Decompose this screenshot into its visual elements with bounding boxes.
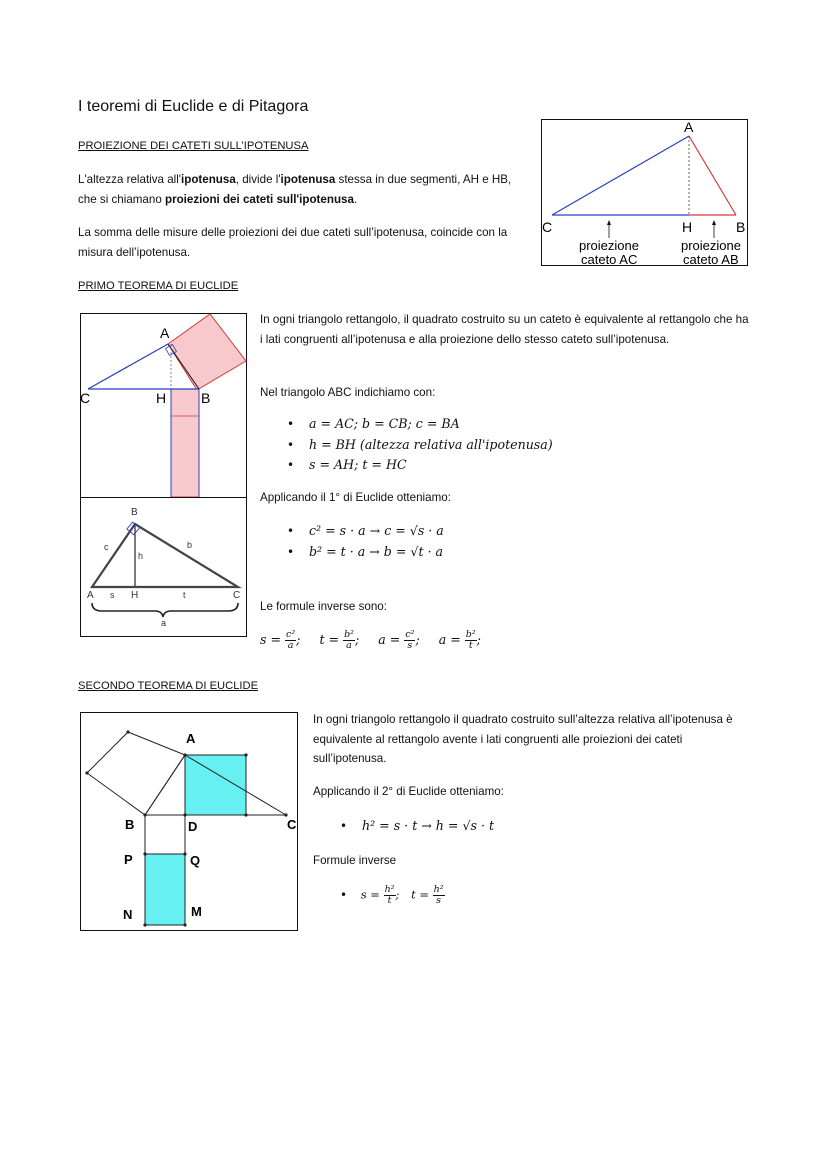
label-n: N [123,907,133,922]
inverse-formula: s = $\frac{\text{c²}}{a}$ ; [260,629,301,651]
first-theorem-figure [80,313,248,498]
section-heading-second-theorem: SECONDO TEOREMA DI EUCLIDE [78,680,259,692]
rectangle-projection-hypotenuse [171,389,199,497]
inverse-title-first: Le formule inverse sono: [260,600,387,613]
inverse-formula: a = $\frac{\text{c²}}{s}$ ; [378,629,420,651]
label-p: P [124,852,133,867]
label-c: C [287,817,297,832]
label-m: M [191,904,202,919]
label-b: B [125,817,135,832]
label-a: A [684,119,694,135]
second-results-list [340,816,494,837]
inverse-formula: t = $\frac{\text{h²}}{s}$ [411,884,444,906]
projection-figure [541,118,749,267]
section-heading-projections: PROIEZIONE DEI CATETI SULL’IPOTENUSA [78,140,309,152]
apply-first: Applicando il 1° di Euclide otteniamo: [260,491,451,504]
inverse-formula: t = $\frac{\text{b²}}{a}$ ; [319,629,360,651]
label-h: H [682,219,693,235]
caption-left-2: cateto AC [581,252,638,267]
section-heading-first-theorem: PRIMO TEOREMA DI EUCLIDE [78,280,239,292]
caption-left-1: proiezione [579,238,639,253]
list-item: • h = BH (altezza relativa all'ipotenusa) [287,435,553,456]
notation-intro: Nel triangolo ABC indichiamo con: [260,386,436,399]
label-q: Q [190,853,201,868]
list-item: • s = AH; t = HC [287,455,553,476]
label-side-t: t [183,590,186,600]
square-on-altitude [185,755,246,815]
projection-sum-note: La somma delle misure delle proiezioni dei due cateti sull’ipotenusa, coincide con la misura dell’ipotenusa. [78,226,508,259]
label-b: B [201,390,211,406]
second-theorem-figure [80,712,299,932]
label-a: A [186,731,196,746]
label-side-b: b [187,540,193,550]
label-c: C [80,390,91,406]
page-title: I teoremi di Euclide e di Pitagora [78,98,309,115]
triangle-labels-figure [80,497,248,638]
first-theorem-statement: In ogni triangolo rettangolo, il quadrato costruito su un cateto è equivalente al rettangolo che ha i lati congruenti all’ipotenusa e alla proiezione dello stesso cateto sull’ipotenusa. [260,313,749,346]
label-a: A [160,325,170,341]
first-results-list [287,521,444,562]
list-item: • h² = s · t → h = √s · t [340,816,494,837]
label-side-c: c [104,542,109,552]
inverse-formulas-first [260,630,496,651]
inverse-formulas-second: • s = $\frac{\text{h²}}{t}$ ; t = $\frac{\text{h²}}{s}$ [340,884,444,906]
label-c: C [233,590,241,601]
label-side-h: h [138,551,144,561]
label-c: C [542,219,553,235]
inverse-formula: a = $\frac{\text{b²}}{t}$ ; [438,629,481,651]
second-theorem-statement: In ogni triangolo rettangolo il quadrato costruito sull’altezza relativa all’ipotenusa è equivalente al rettangolo avente i lati congruenti alle proiezioni dei cateti sull’ipotenusa. [313,713,733,765]
apply-second: Applicando il 2° di Euclide otteniamo: [313,785,504,798]
label-h: H [156,390,167,406]
caption-right-2: cateto AB [683,252,739,267]
list-item: • b² = t · a → b = √t · a [287,542,444,563]
inverse-title-second: Formule inverse [313,854,397,867]
label-side-a: a [161,618,167,628]
label-side-s: s [110,590,115,600]
list-item: • c² = s · a → c = √s · a [287,521,444,542]
caption-right-1: proiezione [681,238,741,253]
label-a: A [87,590,94,601]
rectangle-pqmn [145,854,185,925]
label-b: B [736,219,746,235]
inverse-formula: s = $\frac{\text{h²}}{t}$ ; [360,884,400,906]
projection-definition: L'altezza relativa all'ipotenusa, divide l'ipotenusa stessa in due segmenti, AH e HB, che si chiamano proiezioni dei cateti sull'ipotenusa. [78,173,512,206]
label-h: H [131,590,139,601]
notation-list [287,414,553,476]
label-d: D [188,819,198,834]
label-b: B [131,507,138,518]
list-item: • a = AC; b = CB; c = BA [287,414,553,435]
